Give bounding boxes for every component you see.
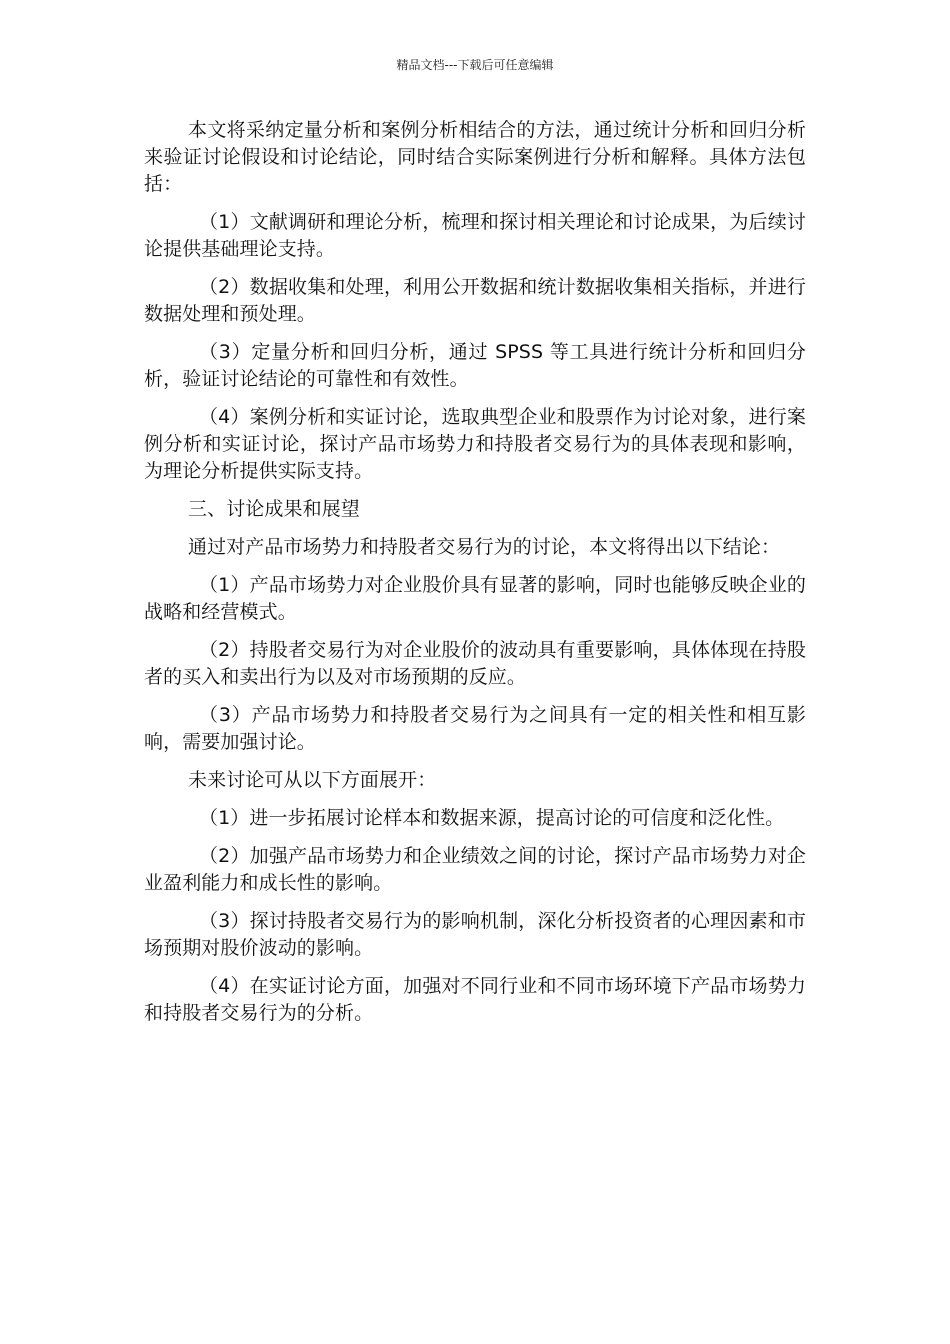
conclusion-item-1: （1）产品市场势力对企业股价具有显著的影响，同时也能够反映企业的战略和经营模式。	[144, 574, 806, 623]
method-item-3: （3）定量分析和回归分析，通过 SPSS 等工具进行统计分析和回归分析，验证讨论结论的可靠性和有效性。	[144, 341, 806, 390]
conclusion-item-2: （2）持股者交易行为对企业股价的波动具有重要影响，具体体现在持股者的买入和卖出行为以及对市场预期的反应。	[144, 639, 806, 688]
method-item-2: （2）数据收集和处理，利用公开数据和统计数据收集相关指标，并进行数据处理和预处理。	[144, 276, 806, 325]
future-item-4: （4）在实证讨论方面，加强对不同行业和不同市场环境下产品市场势力和持股者交易行为的分析。	[144, 975, 806, 1024]
future-item-3: （3）探讨持股者交易行为的影响机制，深化分析投资者的心理因素和市场预期对股价波动的影响。	[144, 910, 806, 959]
conclusions-intro-paragraph: 通过对产品市场势力和持股者交易行为的讨论，本文将得出以下结论：	[188, 536, 781, 558]
future-item-2: （2）加强产品市场势力和企业绩效之间的讨论，探讨产品市场势力对企业盈利能力和成长性的影响。	[144, 845, 806, 894]
method-item-4: （4）案例分析和实证讨论，选取典型企业和股票作为讨论对象，进行案例分析和实证讨论，探讨产品市场势力和持股者交易行为的具体表现和影响，为理论分析提供实际支持。	[144, 406, 806, 482]
future-item-1: （1）进一步拓展讨论样本和数据来源，提高讨论的可信度和泛化性。	[199, 807, 785, 829]
document-body	[144, 117, 806, 1038]
page-header: 精品文档---下载后可任意编辑	[396, 58, 554, 72]
conclusion-item-3: （3）产品市场势力和持股者交易行为之间具有一定的相关性和相互影响，需要加强讨论。	[144, 704, 806, 753]
methods-intro-paragraph: 本文将采纳定量分析和案例分析相结合的方法，通过统计分析和回归分析来验证讨论假设和讨论结论，同时结合实际案例进行分析和解释。具体方法包括：	[144, 119, 806, 195]
section-heading-results: 三、讨论成果和展望	[188, 498, 360, 520]
future-work-intro-paragraph: 未来讨论可从以下方面展开：	[188, 769, 437, 791]
method-item-1: （1）文献调研和理论分析，梳理和探讨相关理论和讨论成果，为后续讨论提供基础理论支持。	[144, 211, 806, 260]
